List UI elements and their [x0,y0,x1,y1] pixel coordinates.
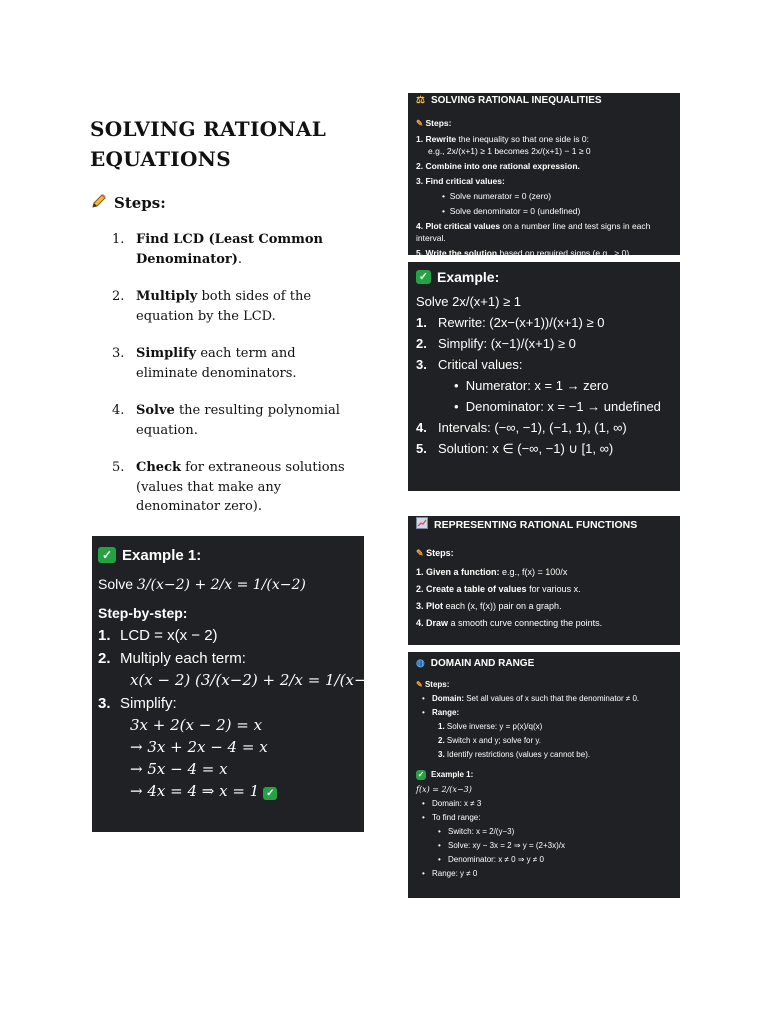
step-by-step-label: Step-by-step: [98,605,188,621]
line-text: → 4x = 4 ⇒ x = 1 [130,782,260,800]
scale-icon: ⚖ [416,95,425,106]
domain-panel [408,652,680,898]
step-text: for extraneous solutions (values that make any denominator zero). [136,460,345,514]
step-bold: Find LCD (Least Common Denominator) [136,232,324,267]
step-text: Numerator: x = 1 → zero [465,378,609,393]
example1-line [98,627,358,644]
inequalities-heading: SOLVING RATIONAL INEQUALITIES [430,95,602,106]
step-bold: Simplify [136,346,197,361]
step-text: Solve denominator = 0 (undefined) [449,206,581,216]
step-text: the inequality so that one side is 0: [456,134,589,144]
list-item [416,707,672,718]
step-bold: Find critical values: [425,176,505,186]
list-item: • Solve numerator = 0 (zero) [442,191,552,201]
domain-heading: DOMAIN AND RANGE [430,658,535,669]
list-item [416,798,672,809]
list-item [112,287,352,326]
steps-heading [90,192,166,214]
example1-line [98,782,358,800]
list-item [112,458,352,517]
step-bold: Combine into one rational expression. [425,161,580,171]
step-text: Identify restrictions (values y cannot be). [446,750,591,759]
step-bold: Domain: [432,694,464,703]
pencil-icon: ✎ [416,680,423,689]
step-bold: Write the solution [425,248,498,258]
line-text: Multiply each term: [120,650,246,667]
step-number: 5. [112,460,125,475]
list-item: 5. Write the solution based on required signs (e.g., > 0). [416,248,632,258]
solve-label: Solve [98,576,134,592]
example1-line [98,695,358,712]
function-definition: f(x) = 2/(x−3) [416,785,472,794]
step-bold: Check [136,460,181,475]
step-text: each (x, f(x)) pair on a graph. [443,601,562,611]
list-item: 3. Plot each (x, f(x)) pair on a graph. [416,601,562,611]
steps-label: Steps: [426,548,454,558]
step-number: 3. [112,346,125,361]
step-bold: Rewrite [425,134,457,144]
step-text: each term and eliminate denominators. [136,346,297,381]
chart-icon [416,517,428,532]
check-icon: ✓ [417,769,425,779]
list-item: 2. Simplify: (x−1)/(x+1) ≥ 0 [416,336,576,351]
step-text: Solve: xy − 3x = 2 ⇒ y = (2+3x)/x [448,841,565,850]
step-text: To find range: [432,813,481,822]
list-item: 5. Solution: x ∈ (−∞, −1) ∪ [1, ∞) [416,441,614,456]
step-text: Denominator: x = −1 → undefined [465,399,661,414]
step-text: the resulting polynomial equation. [136,403,340,438]
list-item: 3. Find critical values: [416,176,505,186]
line-number: 2. [98,650,111,667]
step-text: Simplify: (x−1)/(x+1) ≥ 0 [438,336,576,351]
list-item: 2. Create a table of values for various x. [416,584,581,594]
list-item: 3. Identify restrictions (values y cannot be). [438,750,591,759]
step-text: a smooth curve connecting the points. [448,618,603,628]
step-bold: Plot critical values [425,221,501,231]
step-bold: Multiply [136,289,198,304]
list-item: 1. Rewrite the inequality so that one side is 0: e.g., 2x/(x+1) ≥ 1 becomes 2x/(x+1) − 1 ≥ 0 [416,134,591,156]
list-item: • Solve denominator = 0 (undefined) [442,206,581,216]
line-number: 3. [98,695,111,712]
list-item: 1. Solve inverse: y = p(x)/q(x) [438,722,543,731]
step-text: Solve inverse: y = p(x)/q(x) [446,722,543,731]
steps-label: Steps: [425,118,452,128]
step-text: on a number line and test signs in each interval. [416,221,651,243]
list-item [112,401,352,440]
list-item: 1. Rewrite: (2x−(x+1))/(x+1) ≥ 0 [416,315,605,330]
example1-line: 3x + 2(x − 2) = x [130,716,263,734]
list-item: 4. Draw a smooth curve connecting the points. [416,618,603,628]
check-icon: ✓ [263,787,277,800]
step-text: based on required signs (e.g., > 0). [497,248,632,258]
example2-panel [408,262,680,491]
step-bold: Given a function: [426,567,500,577]
example1-line: x(x − 2) (3/(x−2) + 2/x = 1/(x−2)) [130,671,388,689]
example2-heading: Example: [437,269,500,285]
step-bold: Range: [432,708,460,717]
step-text: Switch: x = 2/(y−3) [448,827,515,836]
list-item [416,840,672,851]
step-text: Solution: x ∈ (−∞, −1) ∪ [1, ∞) [438,441,614,456]
representing-panel [408,516,680,645]
example-heading: Example 1: [431,770,474,779]
step-number: 4. [112,403,125,418]
list-item: 4. Intervals: (−∞, −1), (−1, 1), (1, ∞) [416,420,627,435]
step-bold: Create a table of values [426,584,527,594]
line-number: 1. [98,627,111,644]
list-item: 1. Given a function: e.g., f(x) = 100/x [416,567,568,577]
step-text: Switch x and y; solve for y. [446,736,542,745]
step-text: Domain: x ≠ 3 [432,799,482,808]
list-item [416,854,672,865]
example1-equation: 3/(x−2) + 2/x = 1/(x−2) [136,577,306,593]
step-text: Range: y ≠ 0 [432,869,478,878]
step-text: for various x. [526,584,581,594]
example2-solve: Solve 2x/(x+1) ≥ 1 [416,294,522,309]
step-text: . [237,251,243,267]
step-number: 2. [112,289,125,304]
globe-icon: ◍ [416,658,425,669]
step-text: both sides of the equation by the LCD. [136,289,312,324]
step-bold: Draw [426,618,449,628]
step-bold: Plot [426,601,444,611]
list-item: • Denominator: x = −1 → undefined [454,399,661,414]
line-text: LCD = x(x − 2) [120,627,218,644]
pencil-icon: ✎ [416,548,424,558]
example1-line: → 3x + 2x − 4 = x [130,738,268,756]
line-text: Simplify: [120,695,177,712]
pencil-icon [90,192,108,214]
inequalities-panel [408,93,680,258]
step-text: Denominator: x ≠ 0 ⇒ y ≠ 0 [448,855,544,864]
list-item [416,812,672,823]
list-item [416,826,672,837]
step-text: Set all values of x such that the denominator ≠ 0. [464,694,640,703]
steps-heading-label: Steps: [114,194,166,212]
page-title: SOLVING RATIONAL EQUATIONS [90,117,327,171]
list-item [416,693,672,704]
step-example: e.g., 2x/(x+1) ≥ 1 becomes 2x/(x+1) − 1 ≥ 0 [428,146,591,156]
step-number: 1. [112,232,125,247]
step-text: Intervals: (−∞, −1), (−1, 1), (1, ∞) [438,420,627,435]
check-icon: ✓ [98,547,116,563]
example1-heading: Example 1: [122,546,202,564]
step-text: e.g., f(x) = 100/x [499,567,568,577]
step-bold: Solve [136,403,175,418]
example1-line: → 5x − 4 = x [130,760,228,778]
list-item: • Numerator: x = 1 → zero [454,378,609,393]
list-item: 2. Combine into one rational expression. [416,161,580,171]
steps-label: Steps: [424,680,450,689]
example1-panel [92,536,388,832]
list-item: 2. Switch x and y; solve for y. [438,736,542,745]
step-text: Critical values: [438,357,523,372]
representing-heading: REPRESENTING RATIONAL FUNCTIONS [434,518,638,531]
check-icon: ✓ [416,270,431,284]
list-item: 4. Plot critical values on a number line and test signs in each interval. [416,221,651,243]
pencil-icon: ✎ [416,118,424,128]
list-item [112,344,352,383]
steps-list [112,230,352,535]
list-item [416,868,672,879]
list-item [112,230,352,269]
step-text: Solve numerator = 0 (zero) [449,191,552,201]
list-item: 3. Critical values: [416,357,523,372]
example1-line [98,650,358,667]
step-text: Rewrite: (2x−(x+1))/(x+1) ≥ 0 [438,315,605,330]
